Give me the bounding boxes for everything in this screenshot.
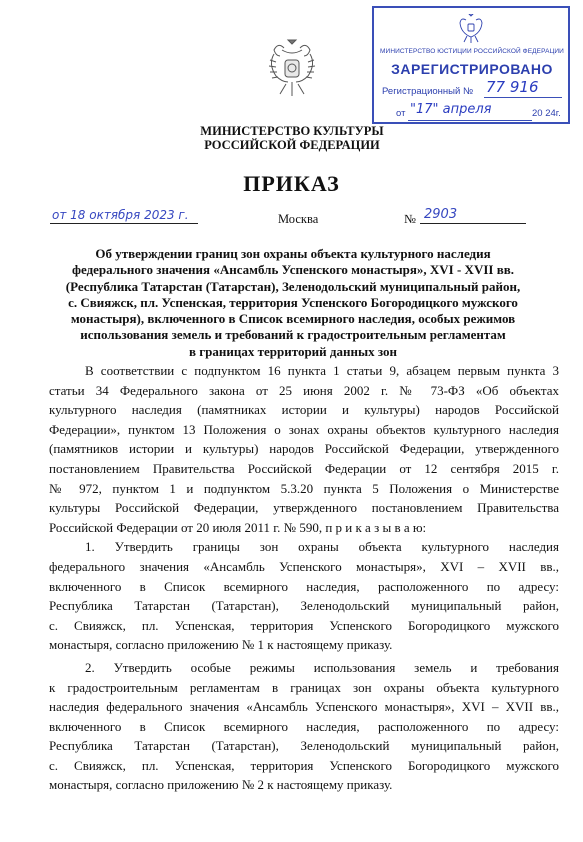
- title-line: федерального значения «Ансамбль Успенского монастыря», XVI - XVII вв.: [71, 262, 514, 278]
- title-line: (Республика Татарстан (Татарстан), Зеленодольский муниципальный район,: [65, 278, 521, 294]
- stamp-registered: ЗАРЕГИСТРИРОВАНО: [391, 61, 553, 77]
- body-line: (памятников истории и культуры) народов Российской Федерации, утвержденного: [49, 441, 559, 457]
- number-underline: [420, 223, 526, 224]
- body-line: 2. Утвердить особые режимы использования земель и требования: [85, 659, 559, 675]
- stamp-underline: [484, 97, 562, 98]
- document-body: [49, 361, 559, 795]
- stamp-reg-number: 77 916: [486, 78, 539, 96]
- title-line: Об утверждении границ зон охраны объекта культурного наследия: [95, 246, 491, 261]
- title-line: монастыря), включенного в Список всемирного наследия, особых режимов: [70, 311, 516, 327]
- body-line: культуры Российской Федерации, утвержденного постановлением Правительства: [49, 500, 559, 516]
- date-underline: [50, 223, 198, 224]
- body-line: с. Свияжск, пл. Успенская, территория Успенского Богородицкого мужского: [49, 617, 559, 633]
- body-line: наследия федерального значения «Ансамбль Успенского монастыря», XVI – XVII вв.,: [49, 699, 559, 715]
- document-type: ПРИКАЗ: [243, 171, 340, 196]
- stamp-date-prefix: от: [396, 108, 406, 119]
- body-line: 1. Утвердить границы зон охраны объекта культурного наследия: [85, 539, 559, 555]
- body-line: постановлением Правительства Российской Федерации от 12 сентября 2015 г.: [49, 460, 559, 476]
- title-line: использования земель и требований к градостроительным регламентам: [80, 327, 506, 343]
- stamp-ministry: МИНИСТЕРСТВО ЮСТИЦИИ РОССИЙСКОЙ ФЕДЕРАЦИИ: [380, 48, 564, 55]
- coat-of-arms-icon: [266, 38, 318, 102]
- body-line: с. Свияжск, пл. Успенская, территория Успенского Богородицкого мужского: [49, 757, 559, 773]
- body-line: монастыря, согласно приложению № 2 к настоящему приказу.: [49, 777, 393, 793]
- body-line: Республика Татарстан (Татарстан), Зеленодольский муниципальный район,: [49, 738, 559, 754]
- body-line: культурного наследия (памятниках истории и культуры) народов Российской: [49, 402, 559, 418]
- document-title: [30, 246, 556, 360]
- body-line: к градостроительным регламентам в границах зон охраны объекта культурного: [49, 679, 559, 695]
- number-sign: №: [404, 212, 416, 226]
- body-line: федерального значения «Ансамбль Успенского монастыря», XVI – XVII вв.,: [49, 558, 559, 574]
- body-line: В соответствии с подпунктом 16 пункта 1 статьи 9, абзацем первым пункта 3: [85, 363, 559, 378]
- stamp-reg-label: Регистрационный №: [382, 86, 474, 97]
- body-line: Федерации», пунктом 13 Положения о зонах охраны объектов культурного наследия: [49, 421, 559, 437]
- body-line: Республика Татарстан (Татарстан), Зеленодольский муниципальный район,: [49, 598, 559, 614]
- ministry-name-line2: РОССИЙСКОЙ ФЕДЕРАЦИИ: [204, 138, 380, 152]
- city: Москва: [278, 212, 319, 226]
- body-line: включенного в Список всемирного наследия, расположенного по адресу:: [49, 578, 559, 594]
- order-number: 2903: [424, 207, 458, 222]
- body-line: включенного в Список всемирного наследия, расположенного по адресу:: [49, 718, 559, 734]
- ministry-name-line1: МИНИСТЕРСТВО КУЛЬТУРЫ: [200, 124, 384, 138]
- title-line: в границах территорий данных зон: [189, 343, 397, 359]
- stamp-date-hand: "17" апреля: [410, 102, 492, 117]
- body-line: монастыря, согласно приложению № 1 к настоящему приказу.: [49, 637, 393, 653]
- body-line: № 972, пунктом 1 и подпунктом 5.3.20 пункта 5 Положения о Министерстве: [49, 480, 559, 496]
- stamp-underline: [408, 120, 532, 121]
- order-date: от 18 октября 2023 г.: [52, 208, 189, 222]
- registration-stamp: [372, 6, 570, 124]
- body-line: Российской Федерации от 20 июля 2011 г. № 590, п р и к а з ы в а ю:: [49, 519, 427, 535]
- body-line: статьи 34 Федерального закона от 25 июня 2002 г. № 73-ФЗ «Об объектах: [49, 382, 559, 398]
- title-line: с. Свияжск, пл. Успенская, территория Успенского Богородицкого мужского: [68, 294, 518, 310]
- coat-of-arms-icon: [458, 14, 484, 44]
- stamp-date-year: 20 24г.: [532, 108, 561, 119]
